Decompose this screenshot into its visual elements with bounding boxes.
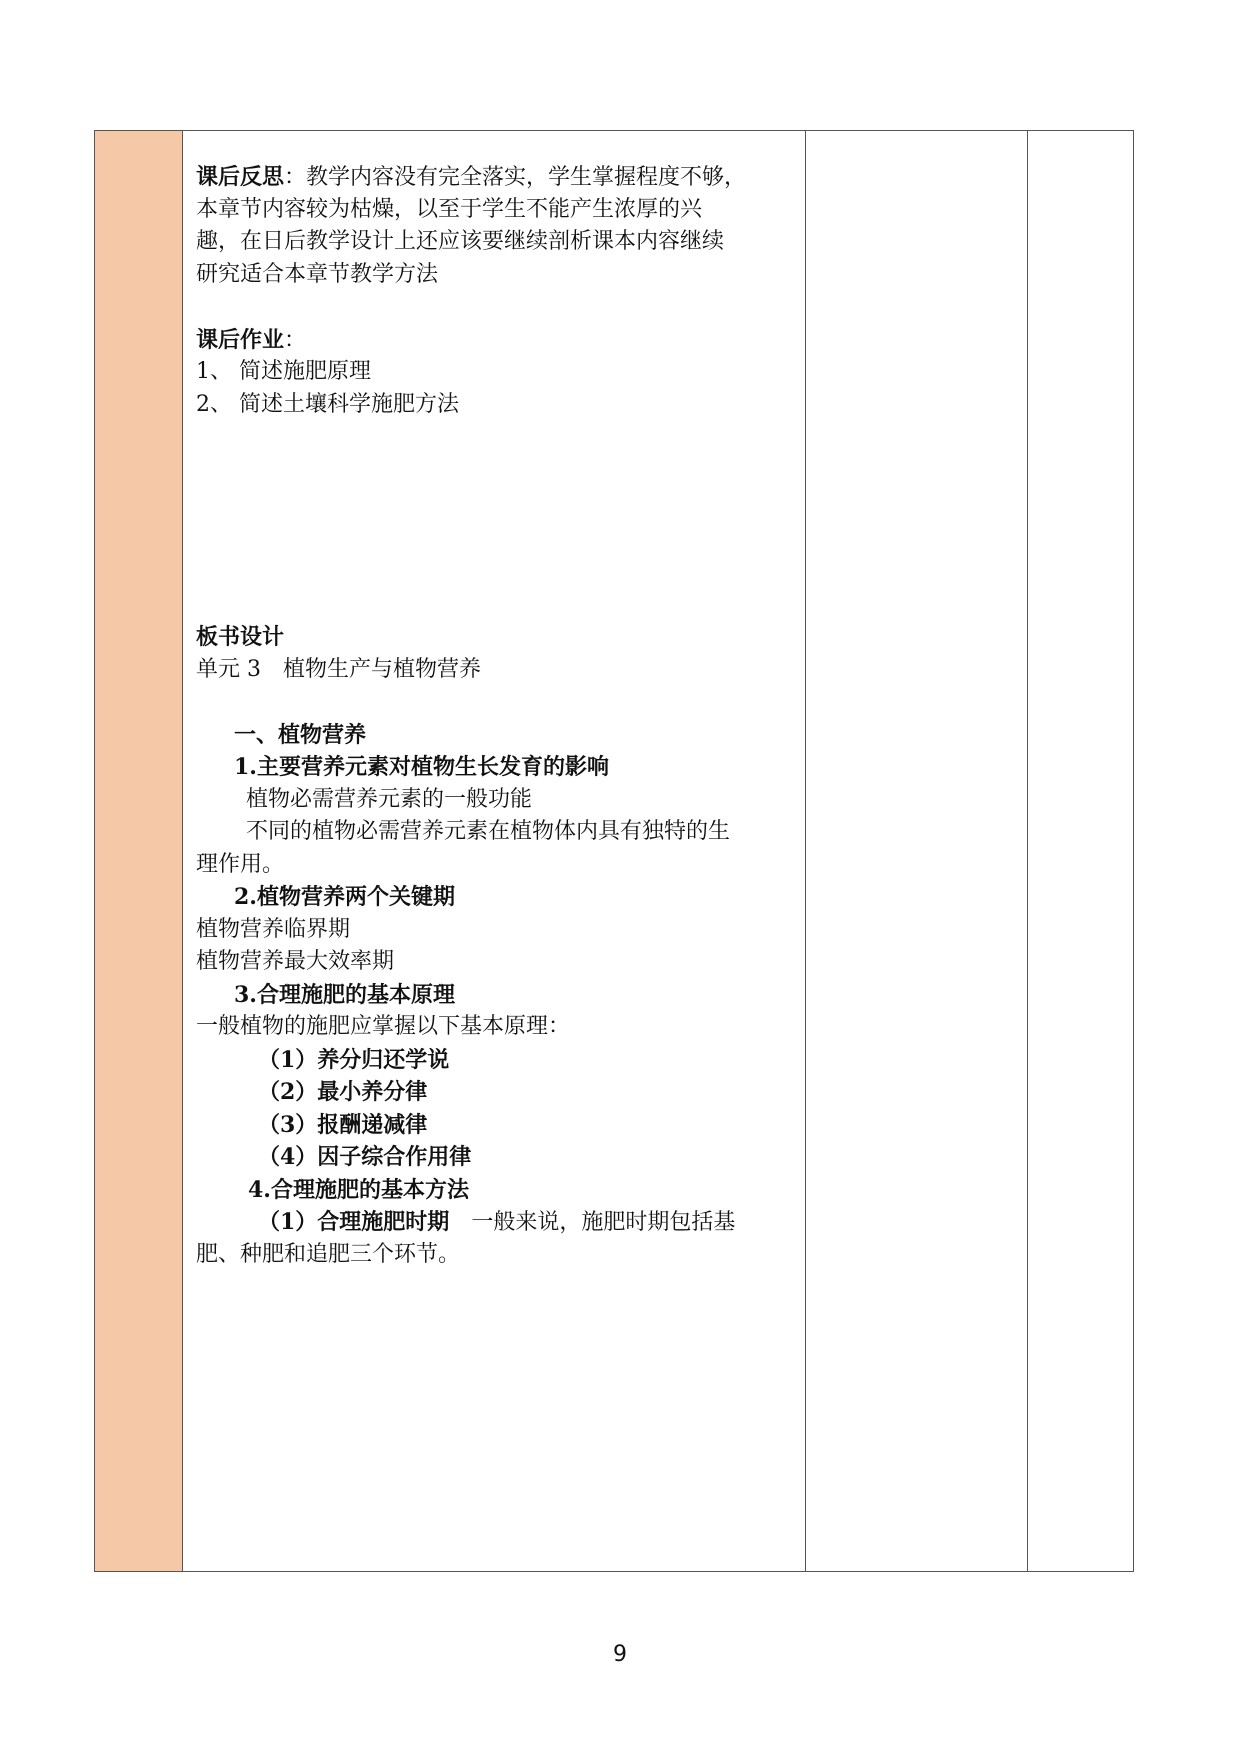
- reflection-heading: 课后反思: [196, 164, 285, 190]
- point-1-title: 1.主要营养元素对植物生长发育的影响: [234, 754, 609, 780]
- homework-item-2: 2、 简述土壤科学施肥方法: [196, 391, 459, 417]
- color-band-column: [95, 131, 183, 1571]
- board-unit: 单元 3 植物生产与植物营养: [196, 656, 481, 682]
- point-1-text-2-cont: 理作用。: [196, 851, 285, 877]
- page-number: 9: [613, 1642, 627, 1667]
- spacer: [196, 291, 796, 324]
- point-1-text-1: 植物必需营养元素的一般功能: [246, 786, 533, 812]
- lesson-table: [94, 130, 1134, 1572]
- homework-heading-line: [196, 324, 796, 357]
- point-4-sub-line: [196, 1206, 796, 1239]
- board-heading: 板书设计: [196, 624, 285, 650]
- principle-item-3: （3）报酬递减律: [258, 1111, 428, 1138]
- point-1-text-2: 不同的植物必需营养元素在植物体内具有独特的生: [246, 819, 731, 844]
- reflection-text: 教学内容没有完全落实，学生掌握程度不够，: [306, 165, 747, 190]
- reflection-line-1: [196, 161, 796, 194]
- point-4-title: 4.合理施肥的基本方法: [248, 1176, 469, 1203]
- spacer: [196, 421, 796, 621]
- point-2-item-2: 植物营养最大效率期: [196, 949, 395, 974]
- homework-colon: ：: [284, 327, 307, 353]
- point-4-sub-text-cont: 肥、种肥和追肥三个环节。: [196, 1241, 461, 1267]
- reflection-line-2: 本章节内容较为枯燥，以至于学生不能产生浓厚的兴: [196, 196, 703, 222]
- homework-item-1: 1、 简述施肥原理: [196, 359, 371, 384]
- column-divider-1: [805, 131, 806, 1571]
- reflection-line-3: 趣，在日后教学设计上还应该要继续剖析课本内容继续: [196, 229, 725, 254]
- column-divider-2: [1027, 131, 1028, 1571]
- principle-item-2: （2）最小养分律: [258, 1079, 428, 1105]
- homework-heading: 课后作业: [196, 326, 285, 353]
- spacer: [196, 686, 796, 719]
- point-4-sub-title: （1）合理施肥时期: [258, 1209, 450, 1235]
- point-2-title: 2.植物营养两个关键期: [234, 884, 455, 910]
- point-2-item-1: 植物营养临界期: [196, 916, 351, 942]
- principle-item-4: （4）因子综合作用律: [258, 1144, 472, 1170]
- point-4-sub-text: 一般来说，施肥时期包括基: [449, 1210, 736, 1235]
- reflection-colon: ：: [284, 165, 307, 190]
- point-3-title: 3.合理施肥的基本原理: [234, 981, 455, 1008]
- point-3-intro: 一般植物的施肥应掌握以下基本原理：: [196, 1014, 571, 1039]
- lesson-content: [196, 161, 796, 1271]
- section-title: 一、植物营养: [234, 721, 367, 748]
- reflection-line-4: 研究适合本章节教学方法: [196, 261, 439, 287]
- principle-item-1: （1）养分归还学说: [258, 1046, 450, 1073]
